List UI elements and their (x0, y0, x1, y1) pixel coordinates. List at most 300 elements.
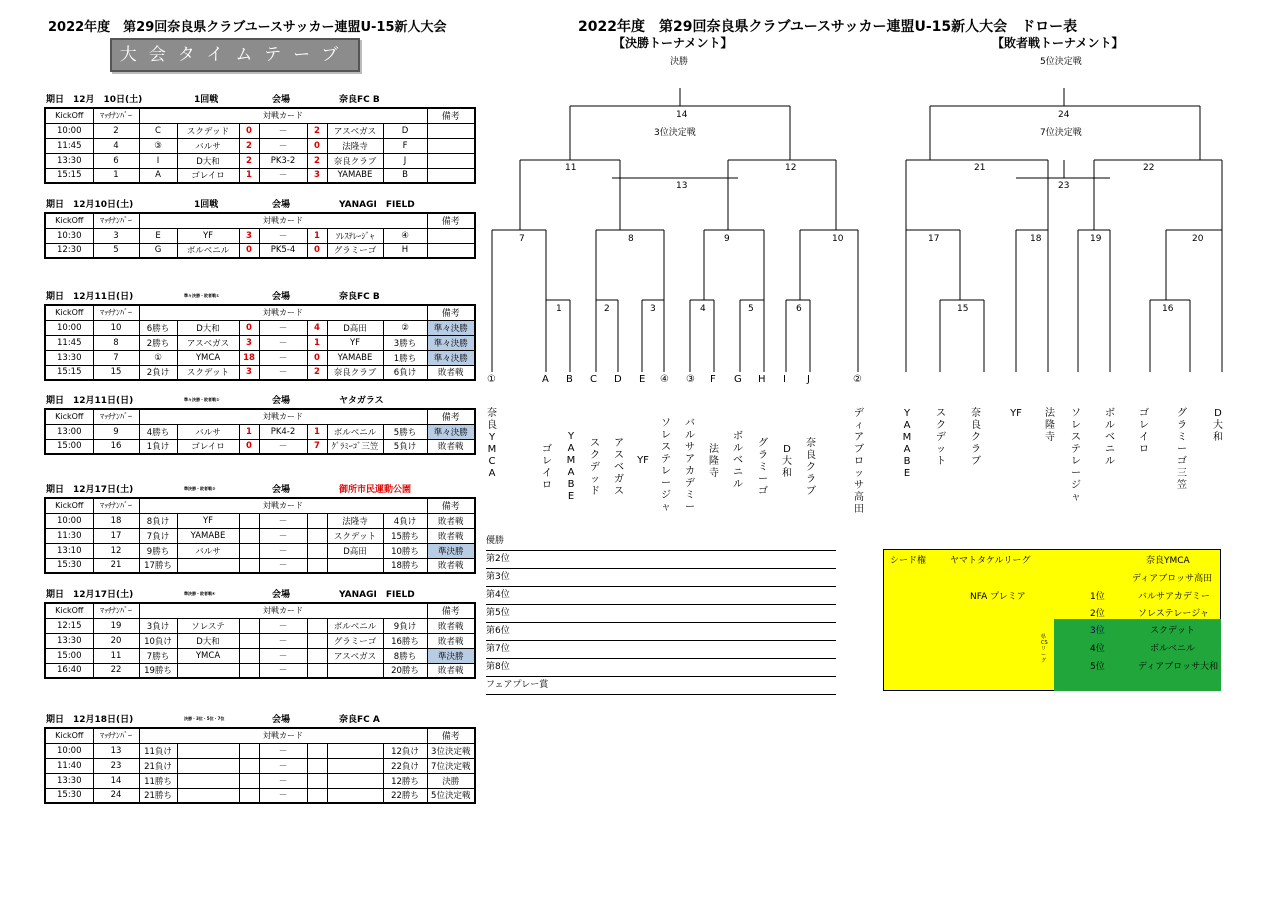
cell: 法隆寺 (327, 138, 383, 153)
cell: － (259, 350, 307, 365)
team-name-vertical: ゴレイロ (542, 444, 552, 491)
bracket-slot: B (566, 374, 573, 385)
match-number: 9 (724, 234, 730, 244)
cell: PK5-4 (259, 243, 307, 258)
cell: 決勝 (427, 773, 475, 788)
cell: 0 (239, 439, 259, 454)
cell: PK4-2 (259, 424, 307, 439)
seed-team2: ディアブロッサ高田 (1132, 574, 1213, 584)
cell: － (259, 558, 307, 573)
cell: C (139, 123, 177, 138)
bracket-slot: C (590, 374, 597, 385)
cell: － (259, 773, 307, 788)
team-name-vertical: ディアブロッサ高田 (854, 408, 864, 515)
day-note: 準々決勝・敗者戦① (184, 293, 220, 298)
cell: スクデット (327, 528, 383, 543)
venue-label: 会場 (272, 715, 291, 725)
cell: 8負け (139, 513, 177, 528)
cell: 16 (93, 439, 139, 454)
timetable-badge: 大会タイムテーブル (110, 38, 360, 72)
venue-name: 奈良FC B (339, 292, 380, 302)
header-card: 対戦カード (139, 603, 427, 618)
cell: 0 (307, 138, 327, 153)
cell: 23 (93, 758, 139, 773)
cell: － (259, 543, 307, 558)
cell: 17 (93, 528, 139, 543)
loser-tournament-label: 【敗者戦トーナメント】 (992, 36, 1124, 50)
header-kickoff: KickOff (45, 409, 93, 424)
cell: 2 (307, 153, 327, 168)
cell: バルサ (177, 543, 239, 558)
cell: 11:40 (45, 758, 93, 773)
venue-label: 会場 (272, 292, 291, 302)
seed-team-p1: バルサアカデミー (1138, 592, 1210, 602)
match-number: 3 (650, 304, 656, 314)
header-match_no: ﾏｯﾁﾅﾝﾊﾞｰ (93, 213, 139, 228)
cell: 12負け (383, 743, 427, 758)
seed-team-p3: スクデット (1150, 626, 1195, 636)
cell: 15:30 (45, 558, 93, 573)
cell: YMCA (177, 350, 239, 365)
final-label: 決勝 (670, 57, 689, 67)
header-note: 備考 (427, 603, 475, 618)
cell: 1 (239, 424, 259, 439)
cell: ｸﾞﾗﾐｰｺﾞ三笠 (327, 439, 383, 454)
cell: 16勝ち (383, 633, 427, 648)
day-date: 期日 12月17日(土) (46, 590, 134, 600)
cell: 19勝ち (139, 663, 177, 678)
seed-p1: 1位 (1090, 592, 1105, 602)
cell: 10:00 (45, 743, 93, 758)
seed-green-area (1054, 619, 1221, 691)
cell: 10:00 (45, 123, 93, 138)
cell: 11負け (139, 743, 177, 758)
cell: 24 (93, 788, 139, 803)
cell: アスベガス (327, 648, 383, 663)
cell: G (139, 243, 177, 258)
rank-row: フェアプレー賞 (486, 677, 836, 695)
cell: － (259, 758, 307, 773)
cell: バルサ (177, 424, 239, 439)
day-date: 期日 12月18日(日) (46, 715, 134, 725)
cell: 4負け (383, 513, 427, 528)
cell: 13 (93, 743, 139, 758)
cell: 準決勝 (427, 543, 475, 558)
venue-label: 会場 (272, 590, 291, 600)
cell: 8 (93, 335, 139, 350)
seed-p4: 4位 (1090, 644, 1105, 654)
final-tournament-label: 【決勝トーナメント】 (613, 36, 733, 50)
cell: － (259, 663, 307, 678)
cell: D高田 (327, 543, 383, 558)
cell: 13:30 (45, 350, 93, 365)
cell: 11 (93, 648, 139, 663)
day-note: 準々決勝・敗者戦② (184, 397, 220, 402)
cell: － (259, 123, 307, 138)
match-number: 14 (676, 110, 688, 120)
loser-team-name-vertical: D大和 (1213, 408, 1223, 443)
cell: 7負け (139, 528, 177, 543)
cell: 0 (307, 243, 327, 258)
seed-label: シード権 (890, 556, 927, 566)
bracket-slot: A (542, 374, 549, 385)
cell: － (259, 743, 307, 758)
cell: バルサ (177, 138, 239, 153)
cell: 20 (93, 633, 139, 648)
cell: 20勝ち (383, 663, 427, 678)
header-note: 備考 (427, 409, 475, 424)
cell: PK3-2 (259, 153, 307, 168)
rank-row: 優勝 (486, 533, 836, 551)
team-name-vertical: ボルベニル (733, 431, 743, 490)
header-note: 備考 (427, 498, 475, 513)
cell: 0 (239, 243, 259, 258)
cell: D大和 (177, 153, 239, 168)
cell: 15 (93, 365, 139, 380)
cell: 法隆寺 (327, 513, 383, 528)
cell: YF (177, 513, 239, 528)
cell: 6負け (383, 365, 427, 380)
loser-team-name-vertical: ボルベニル (1105, 408, 1115, 467)
cell: 1勝ち (383, 350, 427, 365)
match-number: 17 (928, 234, 940, 244)
header-match_no: ﾏｯﾁﾅﾝﾊﾞｰ (93, 305, 139, 320)
cell: ゴレイロ (177, 439, 239, 454)
cell: 2 (307, 123, 327, 138)
match-number: 22 (1143, 163, 1155, 173)
day-date: 期日 12月11日(日) (46, 396, 134, 406)
cell: ボルベニル (327, 424, 383, 439)
seed-p3: 3位 (1090, 626, 1105, 636)
loser-team-name-vertical: グラミーゴ三笠 (1177, 408, 1187, 491)
cell: グラミーゴ (327, 243, 383, 258)
cell: 準決勝 (427, 648, 475, 663)
cell: 13:00 (45, 424, 93, 439)
cell: 敗者戦 (427, 528, 475, 543)
cell: J (383, 153, 427, 168)
cell: D (383, 123, 427, 138)
cell: 1負け (139, 439, 177, 454)
cell: YMCA (177, 648, 239, 663)
cell: － (259, 320, 307, 335)
cell: 3負け (139, 618, 177, 633)
cell: ボルベニル (327, 618, 383, 633)
cell: 敗者戦 (427, 558, 475, 573)
cell: E (139, 228, 177, 243)
header-card: 対戦カード (139, 409, 427, 424)
cell: － (259, 335, 307, 350)
seed-vertical-note: 県CSリーグ (1041, 634, 1048, 664)
cell: 0 (307, 350, 327, 365)
header-note: 備考 (427, 728, 475, 743)
loser-team-name-vertical: ソレステレージャ (1071, 408, 1081, 503)
cell: D大和 (177, 320, 239, 335)
cell: 7 (93, 350, 139, 365)
day-round: 1回戦 (194, 95, 219, 105)
venue-label: 会場 (272, 200, 291, 210)
cell: 5位決定戦 (427, 788, 475, 803)
fifth-place-label: 5位決定戦 (1040, 57, 1082, 67)
match-number: 12 (785, 163, 797, 173)
cell: A (139, 168, 177, 183)
cell: D大和 (177, 633, 239, 648)
cell: I (139, 153, 177, 168)
cell: ｿﾚｽﾃﾚｰｼﾞｬ (327, 228, 383, 243)
bracket-slot: ④ (660, 374, 669, 385)
cell: YAMABE (327, 168, 383, 183)
cell: 1 (307, 335, 327, 350)
cell: 13:30 (45, 153, 93, 168)
cell: 1 (307, 424, 327, 439)
cell: 21 (93, 558, 139, 573)
header-kickoff: KickOff (45, 498, 93, 513)
cell: － (259, 633, 307, 648)
cell: 12勝ち (383, 773, 427, 788)
bracket-slot: ② (853, 374, 862, 385)
team-name-vertical: 法隆寺 (709, 444, 719, 479)
cell: 0 (239, 123, 259, 138)
cell: 7位決定戦 (427, 758, 475, 773)
header-kickoff: KickOff (45, 603, 93, 618)
match-number: 20 (1192, 234, 1204, 244)
day-note: 準決勝・敗者戦③ (184, 486, 216, 491)
cell: 15:00 (45, 439, 93, 454)
seed-team-p5: ディアブロッサ大和 (1138, 662, 1219, 672)
cell: 奈良クラブ (327, 153, 383, 168)
rank-row: 第6位 (486, 623, 836, 641)
bracket-slot: I (783, 374, 786, 385)
loser-team-name-vertical: 奈良クラブ (971, 408, 981, 467)
header-card: 対戦カード (139, 728, 427, 743)
bracket-slot: H (758, 374, 766, 385)
cell: 2負け (139, 365, 177, 380)
cell: 18 (239, 350, 259, 365)
rank-row: 第7位 (486, 641, 836, 659)
rank-row: 第3位 (486, 569, 836, 587)
rank-row: 第8位 (486, 659, 836, 677)
cell: B (383, 168, 427, 183)
cell: 奈良クラブ (327, 365, 383, 380)
cell: ① (139, 350, 177, 365)
venue-label: 会場 (272, 396, 291, 406)
cell: 16:40 (45, 663, 93, 678)
match-number: 13 (676, 181, 688, 191)
team-name-vertical: ソレステレージャ (661, 418, 671, 513)
bracket-slot: ① (487, 374, 496, 385)
seed-league2: NFA プレミア (970, 592, 1026, 602)
cell: 9負け (383, 618, 427, 633)
match-number: 11 (565, 163, 577, 173)
header-note: 備考 (427, 108, 475, 123)
bracket-slot: ③ (686, 374, 695, 385)
loser-team-name-vertical: 法隆寺 (1045, 408, 1055, 443)
cell: － (259, 788, 307, 803)
cell: － (259, 439, 307, 454)
cell: 21負け (139, 758, 177, 773)
cell: 13:30 (45, 633, 93, 648)
match-number: 4 (700, 304, 706, 314)
rank-row: 第5位 (486, 605, 836, 623)
match-number: 15 (957, 304, 969, 314)
header-kickoff: KickOff (45, 108, 93, 123)
cell: ソレステ (177, 618, 239, 633)
cell: 準々決勝 (427, 424, 475, 439)
team-name-vertical: アスベガス (614, 438, 624, 497)
match-number: 24 (1058, 110, 1070, 120)
day-note: 決勝・3位・5位・7位 (184, 716, 225, 721)
loser-team-name-vertical: YAMABE (902, 408, 912, 479)
cell: 12:30 (45, 243, 93, 258)
cell: － (259, 138, 307, 153)
cell: 10:00 (45, 320, 93, 335)
team-name-vertical: グラミーゴ (758, 438, 768, 497)
cell: 22勝ち (383, 788, 427, 803)
cell: YAMABE (177, 528, 239, 543)
team-name-vertical: YF (637, 455, 649, 466)
cell: 2 (239, 153, 259, 168)
header-card: 対戦カード (139, 108, 427, 123)
rank-row: 第2位 (486, 551, 836, 569)
cell: － (259, 648, 307, 663)
cell: 準々決勝 (427, 350, 475, 365)
cell: 21勝ち (139, 788, 177, 803)
day-date: 期日 12月10日(土) (46, 200, 134, 210)
cell: 6勝ち (139, 320, 177, 335)
team-name-vertical: YAMABE (566, 431, 576, 502)
header-card: 対戦カード (139, 305, 427, 320)
header-match_no: ﾏｯﾁﾅﾝﾊﾞｰ (93, 498, 139, 513)
cell: 敗者戦 (427, 663, 475, 678)
cell: 10:30 (45, 228, 93, 243)
cell: 18 (93, 513, 139, 528)
match-number: 2 (604, 304, 610, 314)
cell: H (383, 243, 427, 258)
loser-team-name-vertical: スクデット (936, 408, 946, 467)
cell: 18勝ち (383, 558, 427, 573)
cell: 敗者戦 (427, 633, 475, 648)
cell: 22負け (383, 758, 427, 773)
cell: － (259, 528, 307, 543)
cell: 4 (307, 320, 327, 335)
cell: D高田 (327, 320, 383, 335)
venue-name: ヤタガラス (339, 396, 384, 406)
cell: 5負け (383, 439, 427, 454)
header-match_no: ﾏｯﾁﾅﾝﾊﾞｰ (93, 728, 139, 743)
team-name-vertical: 奈良クラブ (806, 438, 816, 497)
cell: 5勝ち (383, 424, 427, 439)
team-name-vertical: D大和 (782, 444, 792, 479)
team-name-vertical: 奈良YMCA (487, 408, 497, 479)
cell: 3 (93, 228, 139, 243)
cell: 12:15 (45, 618, 93, 633)
bracket-slot: G (734, 374, 742, 385)
cell: － (259, 513, 307, 528)
cell: 3勝ち (383, 335, 427, 350)
cell: アスベガス (177, 335, 239, 350)
cell: YF (177, 228, 239, 243)
bracket-slot: J (807, 374, 810, 385)
seed-team1: 奈良YMCA (1146, 556, 1190, 566)
header-note: 備考 (427, 213, 475, 228)
cell: 10負け (139, 633, 177, 648)
bracket-slot: D (614, 374, 622, 385)
bracket-slot: F (710, 374, 716, 385)
cell: ボルベニル (177, 243, 239, 258)
cell: 3 (239, 228, 259, 243)
cell: 10:00 (45, 513, 93, 528)
match-number: 1 (556, 304, 562, 314)
seed-box (883, 549, 1221, 691)
match-number: 18 (1030, 234, 1042, 244)
match-number: 5 (748, 304, 754, 314)
cell: 1 (93, 168, 139, 183)
cell: 4勝ち (139, 424, 177, 439)
cell: 11:45 (45, 335, 93, 350)
cell: 敗者戦 (427, 365, 475, 380)
venue-label: 会場 (272, 95, 291, 105)
cell: F (383, 138, 427, 153)
venue-name: 御所市民運動公園 (339, 485, 412, 495)
cell: 3 (239, 365, 259, 380)
team-name-vertical: バルサアカデミー (685, 418, 695, 513)
cell: YAMABE (327, 350, 383, 365)
venue-name: YANAGI FIELD (339, 590, 415, 600)
cell: 4 (93, 138, 139, 153)
cell: スクデット (177, 365, 239, 380)
cell: 6 (93, 153, 139, 168)
cell: － (259, 365, 307, 380)
cell: 19 (93, 618, 139, 633)
cell: 3 (307, 168, 327, 183)
cell: 2 (93, 123, 139, 138)
cell: 15勝ち (383, 528, 427, 543)
cell: 12 (93, 543, 139, 558)
cell: 13:30 (45, 773, 93, 788)
venue-name: 奈良FC A (339, 715, 380, 725)
cell: 22 (93, 663, 139, 678)
venue-name: 奈良FC B (339, 95, 380, 105)
header-kickoff: KickOff (45, 728, 93, 743)
cell: 2勝ち (139, 335, 177, 350)
cell: YF (327, 335, 383, 350)
header-match_no: ﾏｯﾁﾅﾝﾊﾞｰ (93, 108, 139, 123)
cell: 1 (239, 168, 259, 183)
cell: 3 (239, 335, 259, 350)
cell: 3位決定戦 (427, 743, 475, 758)
match-number: 16 (1162, 304, 1174, 314)
cell: － (259, 168, 307, 183)
venue-label: 会場 (272, 485, 291, 495)
match-number: 21 (974, 163, 986, 173)
cell: 敗者戦 (427, 439, 475, 454)
cell: スクデッド (177, 123, 239, 138)
loser-team-name-vertical: ゴレイロ (1139, 408, 1149, 455)
team-name-vertical: スクデッド (590, 438, 600, 497)
header-kickoff: KickOff (45, 305, 93, 320)
header-kickoff: KickOff (45, 213, 93, 228)
cell: ゴレイロ (177, 168, 239, 183)
cell: 0 (239, 320, 259, 335)
seed-team-p4: ボルベニル (1150, 644, 1196, 654)
header-match_no: ﾏｯﾁﾅﾝﾊﾞｰ (93, 409, 139, 424)
cell: 15:00 (45, 648, 93, 663)
cell: 7勝ち (139, 648, 177, 663)
match-number: 23 (1058, 181, 1070, 191)
day-date: 期日 12月11日(日) (46, 292, 134, 302)
third-place-label: 3位決定戦 (654, 128, 696, 138)
seed-p5: 5位 (1090, 662, 1105, 672)
cell: 1 (307, 228, 327, 243)
